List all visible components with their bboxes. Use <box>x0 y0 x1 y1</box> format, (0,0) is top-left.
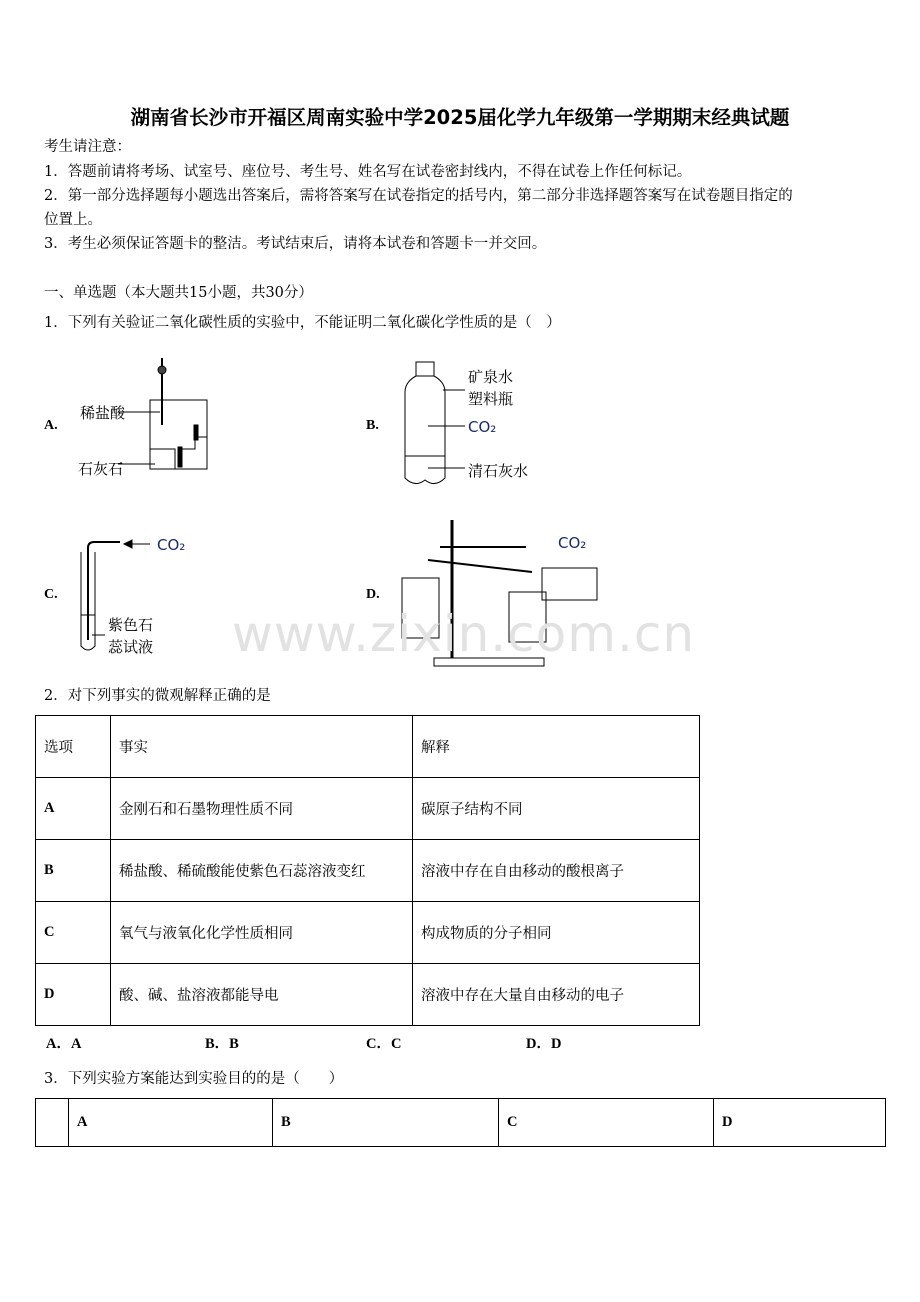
cell: C <box>36 902 111 964</box>
cell: 碳原子结构不同 <box>413 778 700 840</box>
cell: 溶液中存在大量自由移动的电子 <box>413 964 700 1026</box>
header-cell: D <box>714 1099 886 1147</box>
option-d-label: D. <box>366 587 380 602</box>
label-co2: CO₂ <box>558 534 587 552</box>
notice-item: 3．考生必须保证答题卡的整洁。考试结束后，请将本试卷和答题卡一并交回。 <box>44 236 547 252</box>
header-cell: C <box>499 1099 714 1147</box>
option-c-label: C. <box>44 587 58 602</box>
label-bottle-2: 塑料瓶 <box>468 390 514 408</box>
option-b-label: B. <box>366 418 379 433</box>
page-title: 湖南省长沙市开福区周南实验中学2025届化学九年级第一学期期末经典试题 <box>130 106 790 129</box>
header-cell: 事实 <box>111 716 413 778</box>
question-1-stem: 1．下列有关验证二氧化碳性质的实验中，不能证明二氧化碳化学性质的是（ ） <box>44 315 561 331</box>
notice-heading: 考生请注意： <box>44 139 131 155</box>
answer-option-a: A．A <box>46 1036 82 1052</box>
answer-option-d: D．D <box>526 1036 562 1052</box>
label-co2: CO₂ <box>468 418 497 436</box>
notice-item: 2．第一部分选择题每小题选出答案后，需将答案写在试卷指定的括号内，第二部分非选择题答案写在试卷题目指定的 <box>44 188 793 204</box>
header-cell: 解释 <box>413 716 700 778</box>
label-limestone: 石灰石 <box>78 460 124 478</box>
label-limewater: 清石灰水 <box>468 462 529 480</box>
notice-item: 位置上。 <box>44 212 102 228</box>
answer-option-b: B．B <box>205 1036 239 1052</box>
diagram-b-bottle <box>405 362 465 484</box>
diagram-a-beaker <box>118 358 207 469</box>
table-row <box>36 778 700 840</box>
label-dilute-hcl: 稀盐酸 <box>80 404 126 422</box>
table-header-row <box>36 716 700 778</box>
table-row <box>36 840 700 902</box>
label-litmus-2: 蕊试液 <box>108 638 154 656</box>
option-a-label: A. <box>44 418 58 433</box>
table-row <box>36 902 700 964</box>
label-bottle-1: 矿泉水 <box>468 368 514 386</box>
notice-item: 1．答题前请将考场、试室号、座位号、考生号、姓名写在试卷密封线内，不得在试卷上作任何标记。 <box>44 164 692 180</box>
cell: D <box>36 964 111 1026</box>
table-row <box>36 964 700 1026</box>
table-header-row <box>36 1099 886 1147</box>
question-3-table <box>35 1098 886 1147</box>
header-cell: B <box>273 1099 499 1147</box>
question-2-stem: 2．对下列事实的微观解释正确的是 <box>44 688 271 704</box>
section-heading: 一、单选题（本大题共15小题，共30分） <box>44 285 313 301</box>
header-cell <box>36 1099 69 1147</box>
cell: 酸、碱、盐溶液都能导电 <box>111 964 413 1026</box>
answer-option-c: C．C <box>366 1036 402 1052</box>
header-cell: A <box>69 1099 273 1147</box>
cell: 氧气与液氧化化学性质相同 <box>111 902 413 964</box>
cell: A <box>36 778 111 840</box>
label-co2: CO₂ <box>157 536 186 554</box>
question-2-table <box>35 715 700 1026</box>
cell: 构成物质的分子相同 <box>413 902 700 964</box>
watermark: www.zixin.com.cn <box>232 605 696 663</box>
cell: 金刚石和石墨物理性质不同 <box>111 778 413 840</box>
cell: 溶液中存在自由移动的酸根离子 <box>413 840 700 902</box>
question-3-stem: 3．下列实验方案能达到实验目的的是（ ） <box>44 1071 344 1087</box>
cell: 稀盐酸、稀硫酸能使紫色石蕊溶液变红 <box>111 840 413 902</box>
label-litmus-1: 紫色石 <box>108 616 154 634</box>
cell: B <box>36 840 111 902</box>
header-cell: 选项 <box>36 716 111 778</box>
